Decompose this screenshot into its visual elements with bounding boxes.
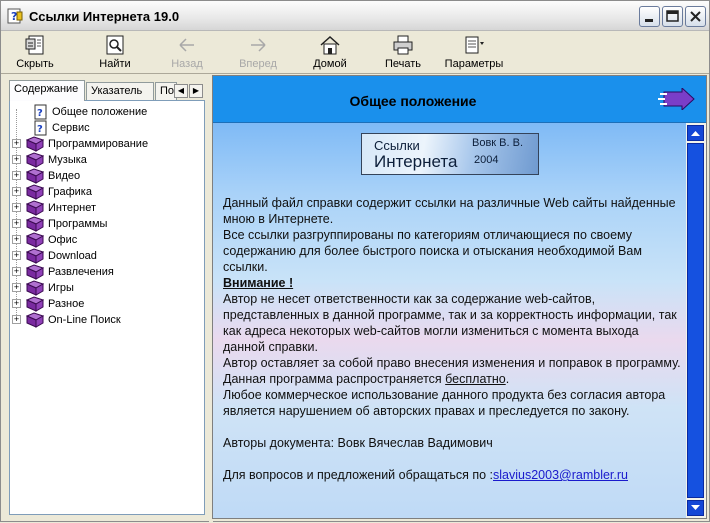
forward-label: Вперед [239,58,277,70]
rights-paragraph: Автор оставляет за собой право внесения изменения и поправок в программу. [223,356,681,370]
book-icon [26,200,44,216]
scroll-left-icon: ◀ [177,86,185,95]
tree-item[interactable] [12,168,200,184]
nav-tabs [9,80,205,100]
tree-item[interactable] [12,200,200,216]
find-button[interactable] [95,34,135,72]
maximize-icon [663,7,682,26]
expand-plus-icon[interactable]: + [13,170,20,180]
tab-scroll-right-button[interactable] [189,84,203,98]
tree-item[interactable] [12,120,200,136]
options-icon [462,34,486,56]
email-link[interactable]: slavius2003@rambler.ru [493,468,628,482]
forward-arrow-icon [246,34,270,56]
topic-title: Общее положение [349,93,477,109]
help-page-icon [34,104,48,120]
print-label: Печать [384,58,422,70]
banner-line2: Интернета [374,152,458,171]
scroll-up-icon [688,126,703,140]
expand-plus-icon[interactable]: + [13,186,20,196]
book-icon [26,264,44,280]
tree-item[interactable] [12,184,200,200]
options-button[interactable] [441,34,507,72]
help-page-icon [34,120,48,136]
help-app-icon [7,8,23,24]
license-paragraph [223,371,683,387]
banner-author: Вовк В. В. [472,137,524,149]
close-button[interactable] [685,6,706,27]
tree-item-label: Игры [48,282,74,294]
book-icon [26,232,44,248]
book-icon [26,248,44,264]
expand-plus-icon[interactable]: + [13,282,20,292]
title-banner [361,133,539,175]
warning-heading: Внимание ! [223,276,294,290]
expand-plus-icon[interactable]: + [13,234,20,244]
tree-item-label: Графика [48,186,92,198]
minimize-icon [640,7,659,26]
tree-item[interactable] [12,136,200,152]
print-button[interactable] [381,34,425,72]
tree-item[interactable] [12,104,200,120]
scroll-down-button[interactable] [687,500,704,516]
forward-button[interactable] [235,34,281,72]
scroll-right-icon: ▶ [192,86,200,95]
tree-item[interactable] [12,232,200,248]
tree-item[interactable] [12,312,200,328]
tree-item-label: Сервис [52,122,90,134]
tree-item[interactable] [12,152,200,168]
find-icon [103,34,127,56]
book-icon [26,280,44,296]
tree-item-label: Разное [48,298,85,310]
back-button[interactable] [167,34,207,72]
scroll-down-icon [688,501,703,515]
contact-line [223,467,683,483]
expand-plus-icon[interactable]: + [13,250,20,260]
hide-button[interactable] [15,34,55,72]
close-icon [686,7,705,26]
topic-content [213,123,686,518]
topic-header [213,76,706,123]
contact-text: Для вопросов и предложений обращаться по : [223,468,494,482]
expand-plus-icon[interactable]: + [13,202,20,212]
tab-contents-label: Содержание [14,83,79,95]
tree-item[interactable] [12,216,200,232]
book-icon [26,152,44,168]
vertical-scrollbar[interactable] [686,123,706,518]
tree-item-label: Download [48,250,97,262]
window-title: Ссылки Интернета 19.0 [29,9,180,24]
tree-item-label: Музыка [48,154,87,166]
tree-item-label: Офис [48,234,78,246]
license-free: бесплатно [445,372,506,386]
book-icon [26,168,44,184]
home-label: Домой [313,58,347,70]
intro-paragraph: Данный файл справки содержит ссылки на различные Web сайты найденные мною в Интернете. [223,196,676,226]
banner-line1: Ссылки [374,138,420,153]
svg-text:?: ? [37,108,43,119]
tree-item-label: Программы [48,218,108,230]
tree-item[interactable] [12,264,200,280]
find-label: Найти [99,58,131,70]
grouping-paragraph: Все ссылки разгруппированы по категориям отличающиеся по своему содержанию для более быстрого поиска и отыскания необходимой Вам ссылки. [223,228,642,274]
tree-item[interactable] [12,296,200,312]
back-arrow-icon [175,34,199,56]
svg-text:?: ? [37,124,43,135]
hide-label: Скрыть [16,58,54,70]
scroll-up-button[interactable] [687,125,704,141]
tree-item[interactable] [12,280,200,296]
next-topic-arrow-icon[interactable] [658,88,696,110]
tree-item-label: Общее положение [52,106,148,118]
back-label: Назад [171,58,203,70]
tree-item[interactable] [12,248,200,264]
tab-scroll-left-button[interactable] [174,84,188,98]
book-icon [26,136,44,152]
navigation-pane [5,77,208,517]
copyright-paragraph: Любое коммерческое использование данного продукта без согласия автора является нарушением об авторских правах и преследуется по закону. [223,388,666,418]
expand-plus-icon[interactable]: + [13,298,20,308]
contents-tree [9,100,205,515]
minimize-button[interactable] [639,6,660,27]
tree-item-label: Развлечения [48,266,114,278]
expand-plus-icon[interactable]: + [13,266,20,276]
tree-item-label: Интернет [48,202,96,214]
options-label: Параметры [444,58,504,70]
license-text: Данная программа распространяется [223,372,446,386]
license-end: . [505,372,510,386]
expand-plus-icon[interactable]: + [13,218,20,228]
tree-item-label: On-Line Поиск [48,314,121,326]
expand-plus-icon[interactable]: + [13,314,20,324]
book-icon [26,312,44,328]
tab-index[interactable] [86,82,154,100]
book-icon [26,216,44,232]
book-icon [26,184,44,200]
home-button[interactable] [309,34,351,72]
spacer [223,419,683,435]
scroll-thumb[interactable] [687,143,704,498]
banner-year: 2004 [474,154,499,166]
tree-item-label: Программирование [48,138,149,150]
printer-icon [391,34,415,56]
tree-item-label: Видео [48,170,81,182]
topic-pane [212,75,707,519]
expand-plus-icon[interactable]: + [13,154,20,164]
spacer [223,451,683,467]
topic-body [223,195,683,483]
toolbar [1,32,709,74]
maximize-button[interactable] [662,6,683,27]
tab-contents[interactable] [9,80,85,101]
authors-line: Авторы документа: Вовк Вячеслав Вадимович [223,436,493,450]
book-icon [26,296,44,312]
home-icon [318,34,342,56]
tab-search-label: По [160,85,175,97]
hide-icon [23,34,47,56]
tab-index-label: Указатель [91,85,143,97]
expand-plus-icon[interactable]: + [13,138,20,148]
title-bar[interactable] [1,1,709,31]
disclaimer-paragraph: Автор не несет ответственности как за содержание web-сайтов, представленных в данной программе, так и за корректность информации, так как адреса некоторых web-сайтов могли измениться с момента выхода данной справки. [223,292,677,354]
svg-text:?: ? [11,10,18,23]
